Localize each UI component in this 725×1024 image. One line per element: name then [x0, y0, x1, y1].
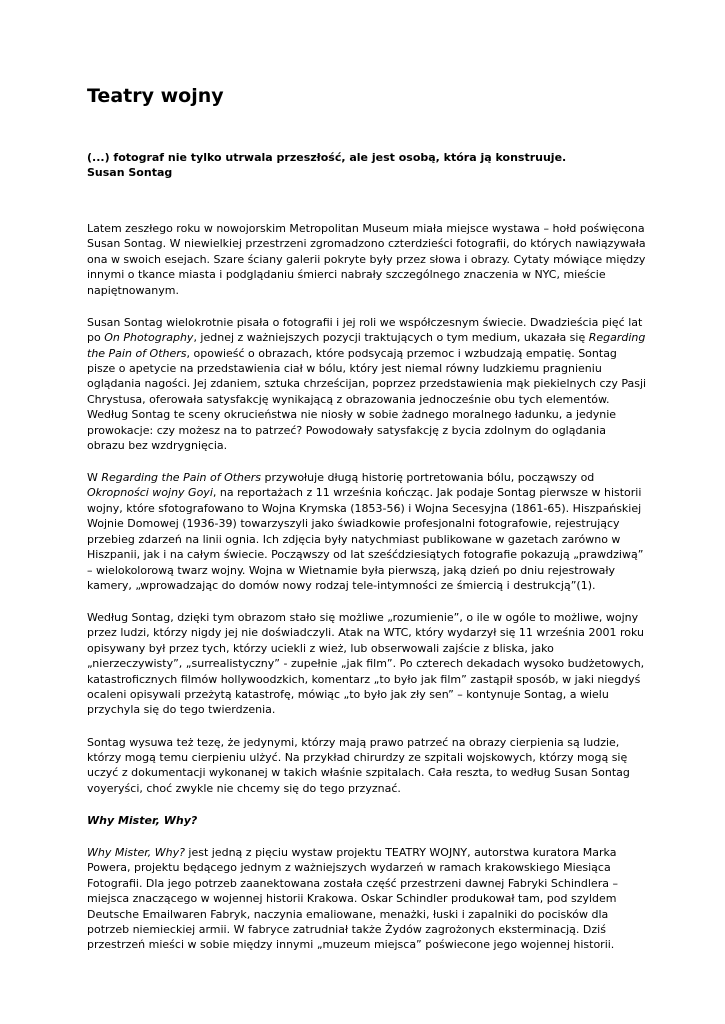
- exhibition-title: Why Mister, Why?: [87, 845, 185, 859]
- book-title-on-photography: On Photography: [104, 331, 194, 345]
- page-title: Teatry wojny: [87, 85, 224, 107]
- paragraph-2-text-c: , jednej z ważniejszych pozycji traktujących o tym medium, ukazała się: [193, 331, 589, 345]
- paragraph-6-text-b: jest jedną z pięciu wystaw projektu TEATRY WOJNY, autorstwa kuratora Marka Powera, projektu będącego jednym z ważniejszych wydarzeń w ramach krakowskiego Miesiąca Fotografii. Dla jego potrzeb zaanektowana została część przestrzeni dawnej Fabryki Schindlera – miejsca znaczącego w wojennej historii Krakowa. Oskar Schindler produkował tam, pod szyldem Deutsche Emailwaren Fabryk, naczynia emaliowane, menażki, łuski i zapalniki do pocisków dla potrzeb niemieckiej armii. W fabryce zatrudniał także Żydów zagrożonych eksterminacją. Dziś przestrzeń mieści w sobie między innymi „muzeum miejsca” poświecone jego wojennej historii.: [87, 845, 618, 952]
- epigraph-quote: (...) fotograf nie tylko utrwala przeszłość, ale jest osobą, która ją konstruuje.: [87, 151, 567, 164]
- book-title-regarding-pain-2: Regarding the Pain of Others: [101, 471, 262, 485]
- paragraph-3-text-a: W: [87, 471, 102, 485]
- paragraph-2: [87, 315, 647, 454]
- epigraph-author: Susan Sontag: [87, 166, 173, 180]
- paragraph-1: Latem zeszłego roku w nowojorskim Metropolitan Museum miała miejsce wystawa – hołd poświęcona Susan Sontag. W niewielkiej przestrzeni zgromadzono czterdzieści fotografii, do których nawiązywała ona w swoich esejach. Szare ściany galerii pokryte były przez słowa i obrazy. Cytaty mówiące między innymi o tkance miasta i podglądaniu śmierci nabrały szczególnego znaczenia w NYC, mieście napiętnowanym.: [87, 222, 646, 297]
- paragraph-5: Sontag wysuwa też tezę, że jedynymi, którzy mają prawo patrzeć na obrazy cierpienia są ludzie, którzy mogą temu cierpieniu ulżyć. Na przykład chirurdzy ze szpitali wojskowych, którzy mogą się uczyć z dokumentacji wykonanej w takich właśnie szpitalach. Cała reszta, to według Susan Sontag voyeryści, choć zwykle nie chcemy się do tego przyznać.: [87, 735, 630, 795]
- paragraph-2-text-a: Susan Sontag wielokrotnie pisała o fotografii i jej roli we współczesnym świecie. Dwadzieścia pięć lat po: [87, 315, 643, 345]
- section-heading: Why Mister, Why?: [87, 813, 198, 827]
- paragraph-2-text-e: , opowieść o obrazach, które podsycają przemoc i wzbudzają empatię. Sontag pisze o apetycie na przedstawienia ciał w bólu, który jest niemal równy ludzkiemu pragnieniu oglądania nagości. Jej zdaniem, sztuka chrześcijan, poprzez przedstawienia mąk piekielnych czy Pasji Chrystusa, oferowała satysfakcję wynikającą z obrazowania jednocześnie obu tych elementów. Według Sontag te sceny okrucieństwa nie niosły w sobie żadnego moralnego ładunku, a jedynie prowokacje: czy możesz na to patrzeć? Powodowały satysfakcję z bycia zdolnym do oglądania obrazu bez wzdrygnięcia.: [87, 346, 647, 452]
- work-title-goya: Okropności wojny Goyi: [87, 486, 213, 500]
- article-body: [87, 221, 647, 969]
- paragraph-6: [87, 845, 647, 953]
- paragraph-3-text-e: , na reportażach z 11 września kończąc. Jak podaje Sontag pierwsze w historii wojny, które sfotografowano to Wojna Krymska (1853-56) i Wojna Secesyjna (1861-65). Hiszpańskiej Wojnie Domowej (1936-39) towarzyszyli jako świadkowie profesjonalni fotografowie, rejestrujący przebieg zdarzeń na linii ognia. Ich zdjęcia były natychmiast publikowane w gazetach zarówno w Hiszpanii, jak i na całym świecie. Począwszy od lat sześćdziesiątych fotografie pokazują „prawdziwą” – wielokolorową twarz wojny. Wojna w Wietnamie była pierwszą, jaką dzień po dniu rejestrowały kamery, „wprowadzając do domów nowy rodzaj tele-intymności ze śmiercią i destrukcją”(1).: [87, 486, 644, 592]
- paragraph-4: Według Sontag, dzięki tym obrazom stało się możliwe „rozumienie”, o ile w ogóle to możliwe, wojny przez ludzi, którzy nigdy jej nie doświadczyli. Atak na WTC, który wydarzył się 11 września 2001 roku opisywany był przez tych, którzy uciekli z wież, lub obserwowali zajście z bliska, jako „nierzeczywisty”, „surrealistyczny” - zupełnie „jak film”. Po czterech dekadach wysoko budżetowych, katastroficznych filmów hollywoodzkich, komentarz „to było jak film” zastąpił sposób, w jaki niegdyś ocaleni opisywali przeżytą katastrofę, mówiąc „to było jak zły sen” – kontynuje Sontag, a wielu przychyla się do tego twierdzenia.: [87, 611, 645, 717]
- paragraph-3: [87, 470, 647, 593]
- paragraph-3-text-c: przywołuje długą historię portretowania bólu, począwszy od: [261, 471, 595, 485]
- epigraph: [87, 150, 647, 181]
- book-title-regarding-pain: Regarding the Pain of Others: [87, 331, 646, 360]
